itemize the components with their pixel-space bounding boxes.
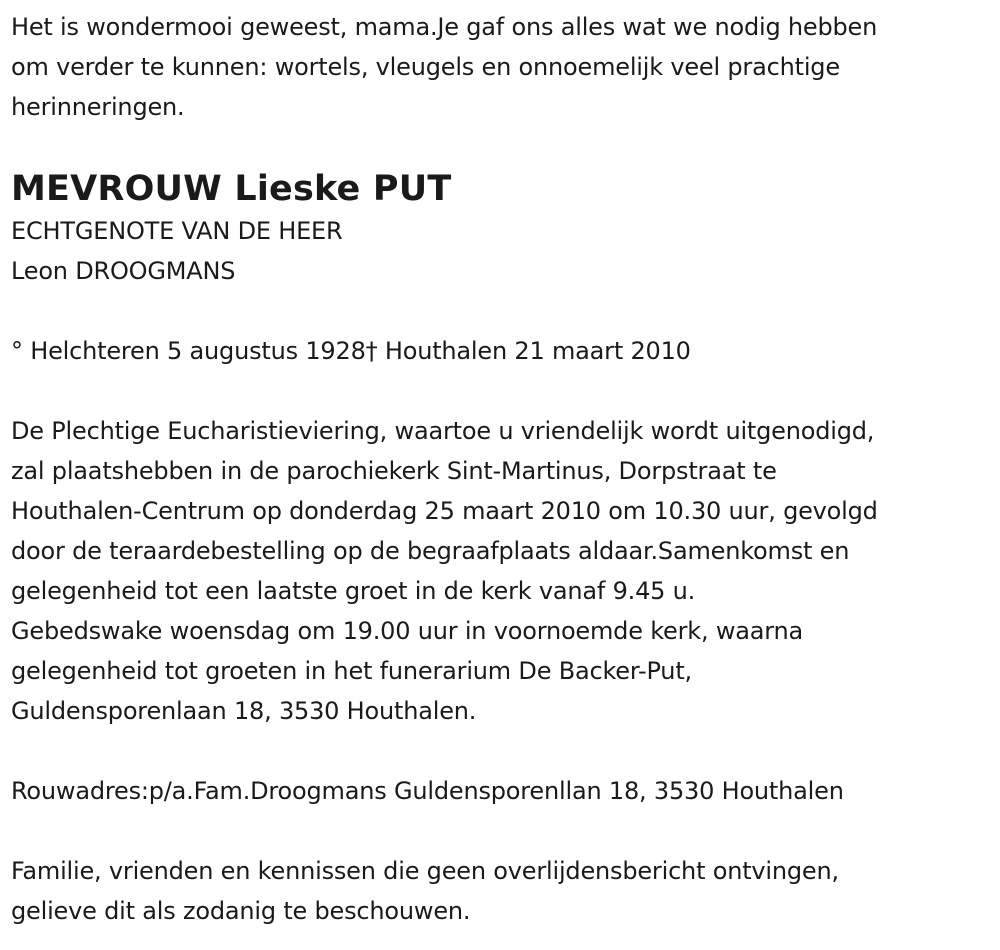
service-line: De Plechtige Eucharistieviering, waartoe u vriendelijk wordt uitgenodigd, (11, 417, 875, 445)
intro-line: om verder te kunnen: wortels, vleugels en onnoemelijk veel prachtige (11, 53, 840, 81)
closing-line: Familie, vrienden en kennissen die geen overlijdensbericht ontvingen, (11, 857, 839, 885)
birth-death-dates: ° Helchteren 5 augustus 1928† Houthalen 21 maart 2010 (11, 337, 691, 365)
service-line: Gebedswake woensdag om 19.00 uur in voornoemde kerk, waarna (11, 617, 804, 645)
spouse-name: Leon DROOGMANS (11, 257, 236, 285)
service-line: door de teraardebestelling op de begraafplaats aldaar.Samenkomst en (11, 537, 850, 565)
relation-line: ECHTGENOTE VAN DE HEER (11, 217, 343, 245)
mourning-address: Rouwadres:p/a.Fam.Droogmans Guldensporenllan 18, 3530 Houthalen (11, 777, 844, 805)
deceased-name: MEVROUW Lieske PUT (11, 169, 452, 209)
service-line: zal plaatshebben in de parochiekerk Sint-Martinus, Dorpstraat te (11, 457, 777, 485)
service-line: Houthalen-Centrum op donderdag 25 maart 2010 om 10.30 uur, gevolgd (11, 497, 878, 525)
obituary-notice (11, 7, 996, 931)
intro-line: herinneringen. (11, 93, 185, 121)
intro-line: Het is wondermooi geweest, mama.Je gaf ons alles wat we nodig hebben (11, 13, 878, 41)
service-line: Guldensporenlaan 18, 3530 Houthalen. (11, 697, 477, 725)
closing-line: gelieve dit als zodanig te beschouwen. (11, 897, 471, 925)
intro-paragraph (11, 7, 996, 127)
service-paragraph (11, 411, 996, 731)
service-line: gelegenheid tot groeten in het funerarium De Backer-Put, (11, 657, 692, 685)
closing-paragraph (11, 851, 996, 931)
service-line: gelegenheid tot een laatste groet in de kerk vanaf 9.45 u. (11, 577, 696, 605)
